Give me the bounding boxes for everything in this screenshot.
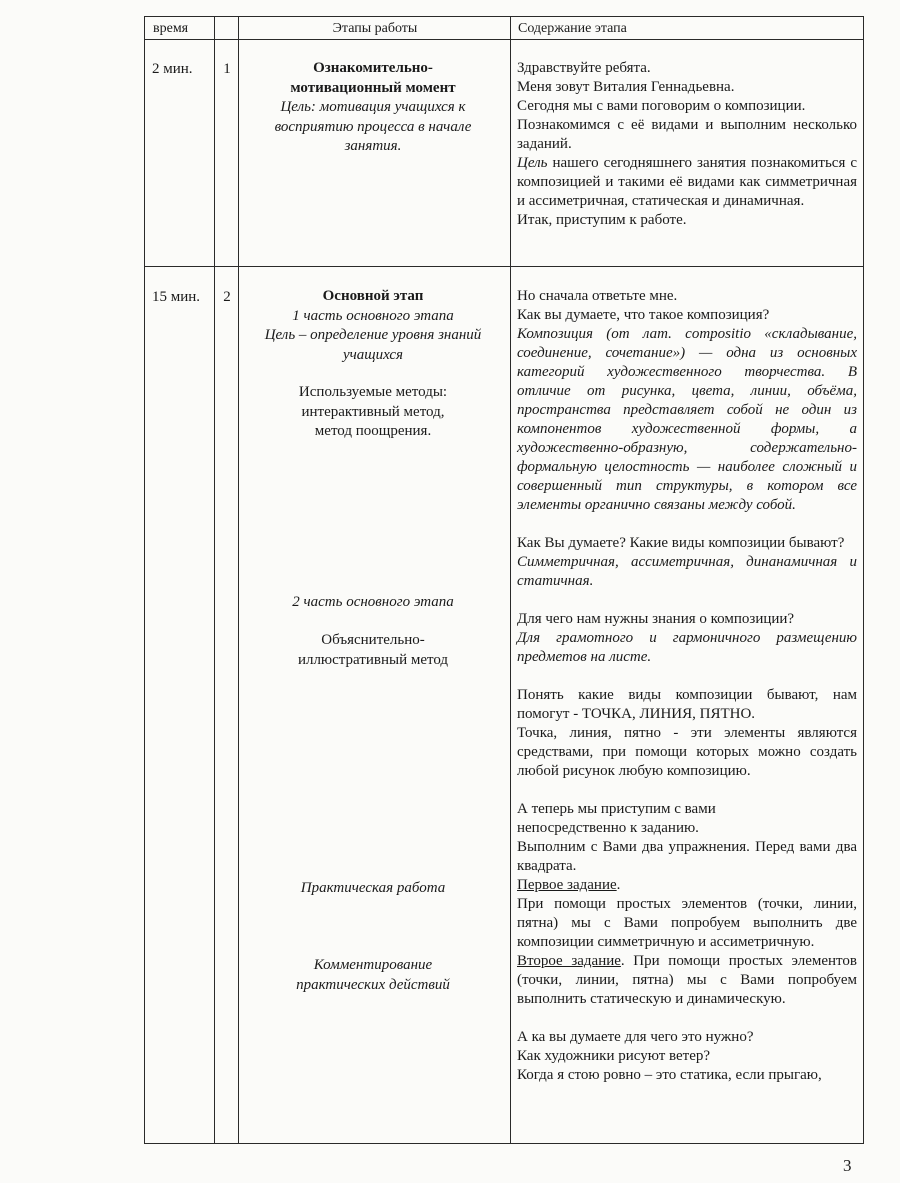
part1-goal: учащихся bbox=[342, 346, 404, 363]
content-line: А ка вы думаете для чего это нужно? bbox=[517, 1029, 754, 1045]
content-line: Когда я стою ровно – это статика, если прыгаю, bbox=[517, 1067, 822, 1083]
content-line: Здравствуйте ребята. bbox=[517, 60, 651, 76]
column-divider bbox=[510, 17, 511, 1143]
content-line: А теперь мы приступим с вами bbox=[517, 801, 716, 817]
content-line: Для чего нам нужны знания о композиции? bbox=[517, 611, 795, 627]
row2-number: 2 bbox=[223, 289, 231, 305]
task1-dot: . bbox=[616, 877, 621, 893]
column-divider bbox=[214, 17, 215, 1143]
content-line: Как вы думаете, что такое композиция? bbox=[517, 307, 770, 323]
header-stages: Этапы работы bbox=[332, 21, 418, 36]
row2-time: 15 мин. bbox=[152, 289, 201, 305]
content-paragraph: Понять какие виды композиции бывают, нам помогут - ТОЧКА, ЛИНИЯ, ПЯТНО. bbox=[517, 687, 857, 722]
part1-label: 1 часть основного этапа bbox=[292, 307, 454, 324]
content-paragraph: Познакомимся с её видами и выполним несколько заданий. bbox=[517, 117, 857, 152]
part2-text: 2 часть основного этапа bbox=[292, 594, 454, 610]
page-number: 3 bbox=[843, 1156, 852, 1175]
row2-stage-main bbox=[242, 287, 504, 365]
task2-paragraph bbox=[517, 952, 857, 1009]
content-paragraph bbox=[517, 154, 857, 211]
header-time: время bbox=[153, 21, 189, 36]
row1-stage-goal: восприятию процесса в начале bbox=[274, 118, 472, 135]
comment-line: практических действий bbox=[296, 976, 450, 993]
row1-stage-goal: Цель: мотивация учащихся к bbox=[280, 99, 466, 115]
methods-line: метод поощрения. bbox=[314, 423, 432, 439]
content-paragraph: Точка, линия, пятно - эти элементы являются средствами, при помощи которых можно создать любой рисунок любую композицию. bbox=[517, 725, 857, 779]
task1-text: При помощи простых элементов (точки, линии, пятна) мы с Вами попробуем выполнить две композиции симметричную и ассиметричную. bbox=[517, 896, 857, 950]
header-content: Содержание этапа bbox=[518, 21, 627, 36]
task2-text: . При помощи простых элементов (точки, линии, пятна) мы с Вами попробуем выполнить статическую и динамическую. bbox=[517, 953, 857, 1007]
explain-method bbox=[242, 631, 504, 670]
practice-text: Практическая работа bbox=[300, 880, 446, 896]
content-line: Но сначала ответьте мне. bbox=[517, 288, 678, 304]
row1-stage-title: мотивационный момент bbox=[290, 79, 456, 96]
composition-definition: Композиция (от лат. compositio «складывание, соединение, сочетание») — одна из основных категорий художественного творчества. В отличие от рисунка, цвета, линии, объёма, пространства представляет собой не один из компонентов художественной формы, а художественно-образную, содержательно-формальную целостность — наиболее сложный и совершенный тип структуры, в котором все элементы органично связаны между собой. bbox=[517, 326, 857, 513]
content-line: непосредственно к заданию. bbox=[517, 820, 699, 836]
row1-stage-goal: занятия. bbox=[344, 138, 402, 154]
column-divider bbox=[238, 17, 239, 1143]
comment-line: Комментирование bbox=[313, 957, 433, 973]
content-line: Сегодня мы с вами поговорим о композиции. bbox=[517, 98, 806, 114]
explain-line: Объяснительно- bbox=[321, 632, 425, 648]
row1-stage bbox=[242, 59, 504, 157]
row1-time: 2 мин. bbox=[152, 61, 193, 77]
row2-content bbox=[517, 287, 857, 1085]
methods-line: интерактивный метод, bbox=[301, 403, 445, 420]
content-line: Как художники рисуют ветер? bbox=[517, 1048, 711, 1064]
goal-label: Цель bbox=[517, 155, 548, 171]
goal-text: нашего сегодняшнего занятия познакомиться с композицией и такими её видами как симметричная и ассиметричная, статическая и динамичная. bbox=[517, 155, 857, 209]
part2-label bbox=[242, 593, 504, 613]
row-divider bbox=[145, 39, 863, 40]
part1-goal: Цель – определение уровня знаний bbox=[264, 327, 482, 343]
methods-line: Используемые методы: bbox=[298, 384, 448, 400]
content-line: Меня зовут Виталия Геннадьевна. bbox=[517, 79, 735, 95]
row1-content bbox=[517, 59, 857, 230]
row-divider bbox=[145, 266, 863, 267]
task1-label: Первое задание bbox=[517, 877, 617, 893]
task2-label: Второе задание bbox=[517, 953, 621, 969]
lesson-plan-table bbox=[144, 16, 864, 1144]
practice-label bbox=[242, 879, 504, 899]
row2-methods bbox=[242, 383, 504, 442]
answer-text: Симметричная, ассиметричная, динанамичная и статичная. bbox=[517, 554, 857, 589]
content-paragraph: Выполним с Вами два упражнения. Перед вами два квадрата. bbox=[517, 839, 857, 874]
explain-line: иллюстративный метод bbox=[297, 651, 449, 668]
task1-heading bbox=[517, 876, 857, 895]
comment-label bbox=[242, 956, 504, 995]
content-line: Итак, приступим к работе. bbox=[517, 212, 687, 228]
row1-number: 1 bbox=[223, 61, 231, 77]
main-stage-title: Основной этап bbox=[322, 288, 424, 304]
answer-text: Для грамотного и гармоничного размещению предметов на листе. bbox=[517, 630, 857, 665]
content-paragraph: Как Вы думаете? Какие виды композиции бывают? bbox=[517, 535, 845, 551]
row1-stage-title: Ознакомительно- bbox=[313, 60, 433, 76]
